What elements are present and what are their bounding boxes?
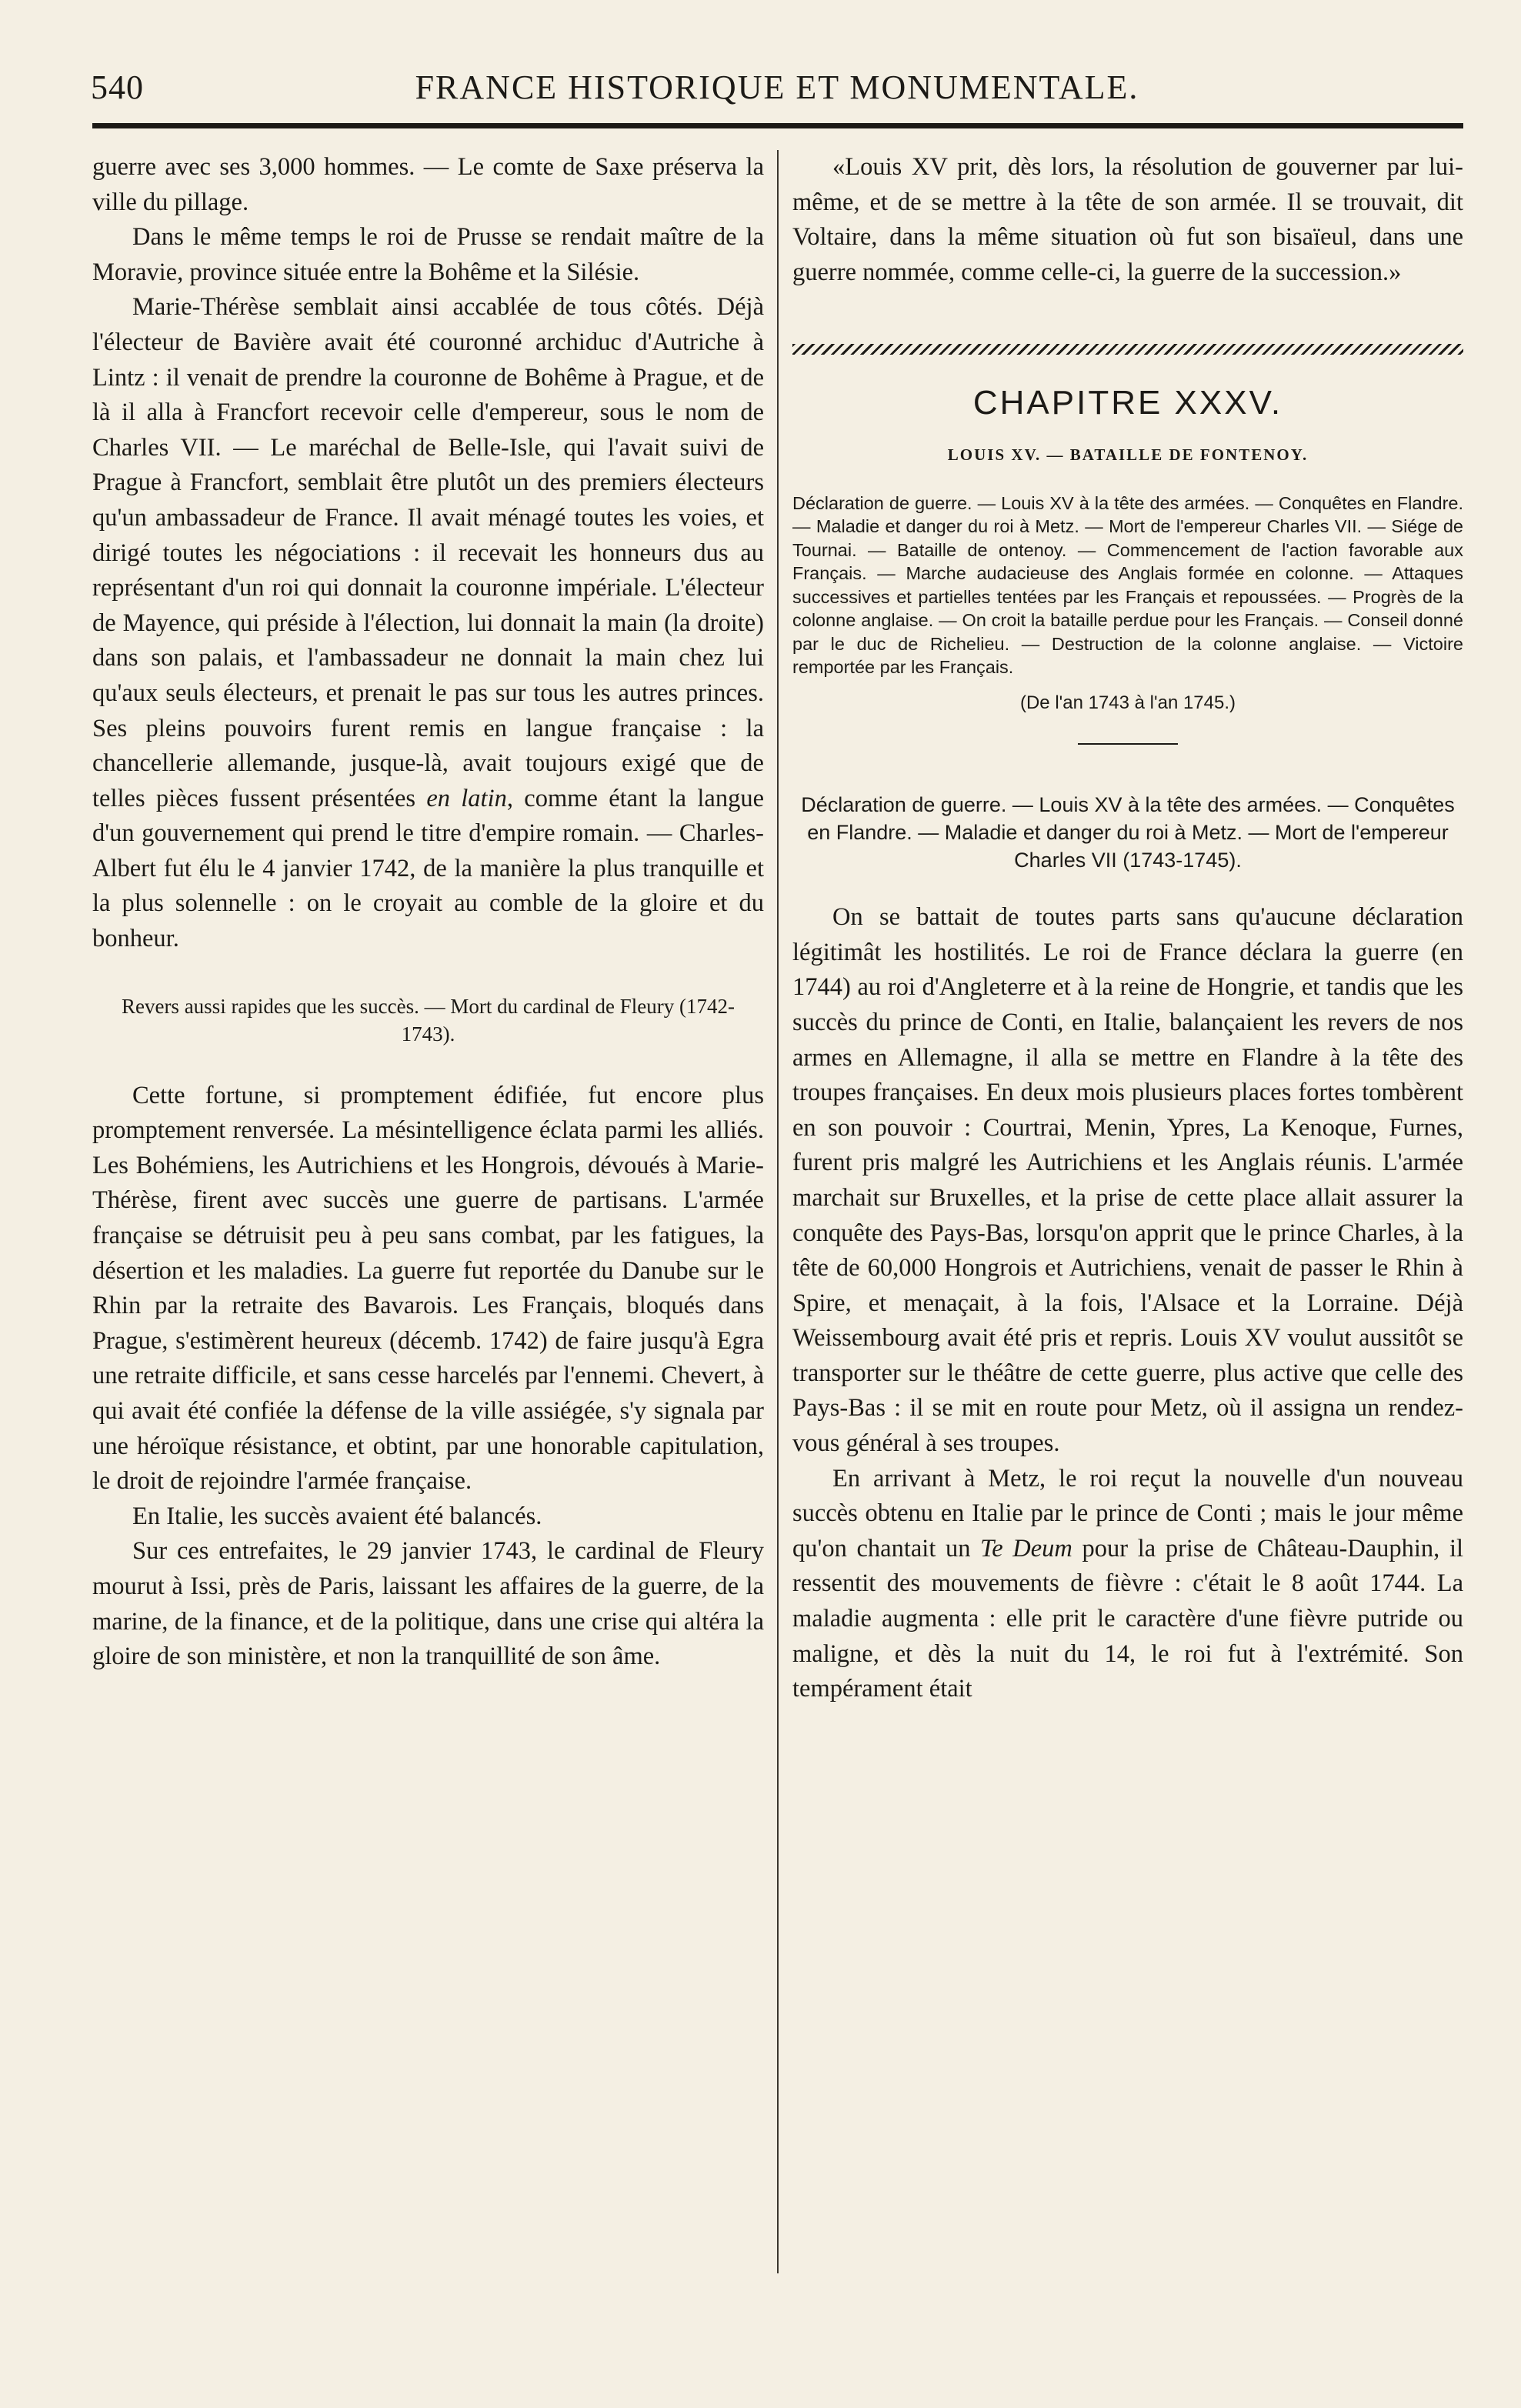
- paragraph: Cette fortune, si promptement édifiée, fut encore plus promptement renversée. La mésintelligence éclata parmi les alliés. Les Bohémiens, les Autrichiens et les Hongrois, dévoués à Marie-Thérèse, firent avec succès une guerre de partisans. L'armée française se détruisit peu à peu sans combat, par les fatigues, la désertion et les maladies. La guerre fut reportée du Danube sur le Rhin par la retraite des Bavarois. Les Français, bloqués dans Prague, s'estimèrent heureux (décemb. 1742) de faire jusqu'à Egra une retraite difficile, et sans cesse harcelés par l'ennemi. Chevert, à qui avait été confiée la défense de la ville assiégée, s'y signala par une héroïque résistance, et obtint, par une honorable capitulation, le droit de rejoindre l'armée française.: [92, 1081, 764, 1496]
- ornamental-rule: [792, 344, 1463, 355]
- paragraph: guerre avec ses 3,000 hommes. — Le comte de Saxe préserva la ville du pillage.: [92, 153, 764, 216]
- left-column: [92, 150, 764, 2366]
- italic-text: en latin: [426, 784, 507, 812]
- section-summary: Déclaration de guerre. — Louis XV à la tête des armées. — Conquêtes en Flandre. — Maladie et danger du roi à Metz. — Mort de l'empereur Charles VII (1743-1745).: [801, 793, 1455, 872]
- italic-text: Te Deum: [980, 1534, 1072, 1563]
- quote-paragraph: «Louis XV prit, dès lors, la résolution de gouverner par lui-même, et de se mettre à la tête de son armée. Il se trouvait, dit Voltaire, dans la même situation où fut son bisaïeul, dans une guerre nommée, comme celle-ci, la guerre de la succession.»: [792, 153, 1463, 286]
- text-run: pour la prise de Château-Dauphin, il ressentit des mouvements de fièvre : c'était le 8 août 1744. La maladie augmenta : elle prit le caractère d'une fièvre putride ou maligne, et dès la nuit du 14, le roi fut à l'extrémité. Son tempérament était: [792, 1534, 1463, 1703]
- text-run: , comme étant la langue d'un gouvernement qui prend le titre d'empire romain. — Charles-Albert fut élu le 4 janvier 1742, de la manière la plus tranquille et la plus solennelle : on le croyait au comble de la gloire et du bonheur.: [92, 784, 764, 953]
- paragraph: On se battait de toutes parts sans qu'aucune déclaration légitimât les hostilités. Le roi de France déclara la guerre (en 1744) au roi d'Angleterre et à la reine de Hongrie, et tandis que les succès du prince de Conti, en Italie, balançaient les revers de nos armes en Allemagne, il alla se mettre en Flandre à la tête des troupes françaises. En deux mois plusieurs places fortes tombèrent en son pouvoir : Courtrai, Menin, Ypres, La Kenoque, Furnes, furent pris malgré les Autrichiens et les Anglais réunis. L'armée marchait sur Bruxelles, et la prise de cette place allait assurer la conquête des Pays-Bas, lorsqu'on apprit que le prince Charles, à la tête de 60,000 Hongrois et Autrichiens, venait de passer le Rhin à Spire, et menaçait, à la fois, l'Alsace et la Lorraine. Déjà Weissembourg avait été pris et repris. Louis XV voulut aussitôt se transporter sur le théâtre de cette guerre, plus active que celle des Pays-Bas : il se mit en route pour Metz, où il assigna un rendez-vous général à ses troupes.: [792, 903, 1463, 1458]
- text-run: Marie-Thérèse semblait ainsi accablée de tous côtés. Déjà l'électeur de Bavière avait été couronné archiduc d'Autriche à Lintz : il venait de prendre la couronne de Bohême à Prague, et de là il alla à Francfort recevoir celle d'empereur, sous le nom de Charles VII. — Le maréchal de Belle-Isle, qui l'avait suivi de Prague à Francfort, semblait être plutôt un des premiers électeurs qu'un ambassadeur de France. Il avait ménagé toutes les voies, et dirigé toutes les négociations : il recevait les honneurs dus au représentant d'un roi qui donnait la couronne impériale. L'électeur de Mayence, qui préside à l'élection, lui donnait la main (la droite) dans son palais, et l'ambassadeur ne donnait la main chez lui qu'aux seuls électeurs, et prenait le pas sur tous les autres princes. Ses pleins pouvoirs furent remis en langue française : la chancellerie allemande, jusque-là, avait toujours exigé que de telles pièces fussent présentées: [92, 293, 764, 812]
- paragraph: [792, 1462, 1463, 1707]
- short-rule: [1078, 743, 1178, 745]
- page-number: 540: [91, 68, 144, 106]
- chapter-dates: (De l'an 1743 à l'an 1745.): [1019, 692, 1236, 713]
- chapter-subtitle: LOUIS XV. — BATAILLE DE FONTENOY.: [947, 445, 1309, 464]
- header-rule: [92, 123, 1463, 128]
- section-summary: Revers aussi rapides que les succès. — Mort du cardinal de Fleury (1742-1743).: [121, 994, 735, 1046]
- running-title: FRANCE HISTORIQUE ET MONUMENTALE.: [415, 68, 1139, 106]
- chapter-summary: Déclaration de guerre. — Louis XV à la tête des armées. — Conquêtes en Flandre. — Maladie et danger du roi à Metz. — Mort de l'empereur Charles VII. — Siége de Tournai. — Bataille de ontenoy. — Commencement de l'action favorable aux Français. — Marche audacieuse des Anglais formée en colonne. — Attaques successives et partielles tentées par les Français et repoussées. — Progrès de la colonne anglaise. — On croit la bataille perdue pour les Français. — Conseil donné par le duc de Richelieu. — Destruction de la colonne anglaise. — Victoire remportée par les Français.: [792, 492, 1463, 678]
- paragraph: En Italie, les succès avaient été balancés.: [132, 1502, 542, 1530]
- right-column: [792, 150, 1463, 2366]
- text-run: En arrivant à Metz, le roi reçut la nouvelle d'un nouveau succès obtenu en Italie par le prince de Conti ; mais le jour même qu'on chantait un: [792, 1464, 1463, 1563]
- chapter-title: CHAPITRE XXXV.: [972, 384, 1283, 422]
- paragraph: Dans le même temps le roi de Prusse se rendait maître de la Moravie, province située entre la Bohême et la Silésie.: [92, 223, 764, 286]
- paragraph: [92, 290, 764, 956]
- page-header: [91, 62, 1463, 115]
- column-divider: [777, 150, 779, 2273]
- paragraph: Sur ces entrefaites, le 29 janvier 1743, le cardinal de Fleury mourut à Issi, près de Paris, laissant les affaires de la guerre, de la marine, de la finance, et de la politique, dans une crise qui altéra la gloire de son ministère, et non la tranquillité de son âme.: [92, 1537, 764, 1671]
